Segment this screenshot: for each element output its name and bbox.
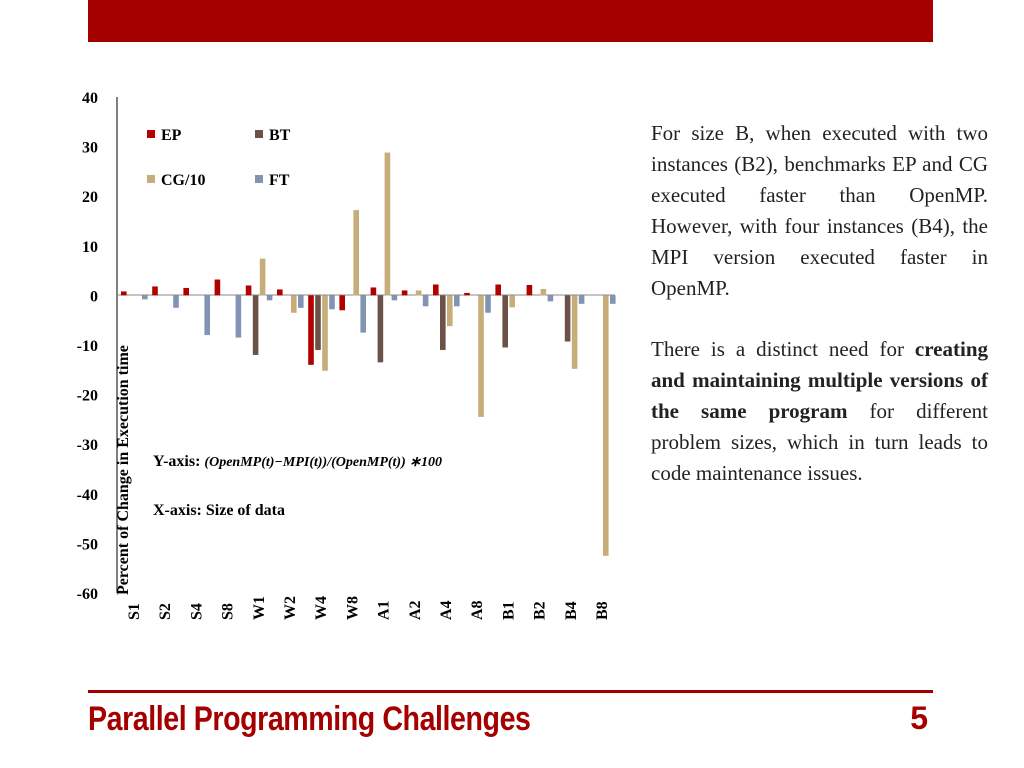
bar-bt-w1 (253, 295, 259, 355)
bar-cg10-w4 (322, 295, 328, 370)
bar-ft-w4 (329, 295, 335, 309)
bar-ft-s2 (173, 295, 179, 307)
bar-bt-b1 (502, 295, 508, 347)
bar-ep-w2 (277, 289, 283, 295)
bar-ft-a1 (392, 295, 398, 300)
bar-ft-b8 (610, 295, 616, 303)
bar-cg10-b4 (572, 295, 578, 368)
y-tick-label: 30 (82, 139, 98, 157)
legend-swatch (255, 175, 263, 183)
bar-ep-b1 (495, 284, 501, 295)
x-category-label: S8 (219, 603, 237, 620)
y-tick-label: 20 (82, 189, 98, 207)
legend (147, 127, 291, 189)
bar-ft-w2 (298, 295, 304, 307)
footer-rule (88, 690, 933, 693)
y-tick-label: 40 (82, 90, 98, 107)
y-axis-title: Percent of Change in Execution time (115, 345, 132, 595)
bar-ep-a4 (433, 284, 439, 295)
y-tick-label: -50 (76, 536, 98, 554)
y-tick-label: -40 (76, 486, 98, 504)
bar-ft-a8 (485, 295, 491, 312)
y-axis-note: Y-axis: (OpenMP(t)−MPI(t))/(OpenMP(t)) ∗100 (153, 453, 442, 470)
x-category-label: W4 (313, 596, 331, 620)
legend-label: CG/10 (161, 172, 206, 189)
legend-swatch (255, 130, 263, 138)
bar-ft-s4 (204, 295, 210, 335)
bar-cg10-a8 (478, 295, 484, 417)
y-tick-label: 0 (90, 288, 98, 306)
bar-ep-s4 (183, 288, 189, 295)
bar-ep-s8 (215, 280, 221, 296)
x-category-label: S1 (126, 603, 143, 620)
bar-ep-a8 (464, 293, 470, 295)
bar-ft-a4 (454, 295, 460, 306)
legend-swatch (147, 175, 155, 183)
x-category-label: B8 (594, 601, 611, 620)
bar-cg10-a1 (385, 153, 391, 296)
x-category-label: A4 (438, 600, 455, 620)
bar-cg10-b2 (541, 289, 547, 295)
legend-label: EP (161, 127, 182, 144)
legend-label: FT (269, 172, 290, 189)
bar-bt-a1 (378, 295, 384, 362)
x-category-label: B1 (500, 601, 518, 620)
bar-ep-b2 (527, 285, 533, 295)
bar-ft-s1 (142, 295, 148, 299)
bar-bt-a4 (440, 295, 446, 350)
x-category-label: B4 (562, 601, 580, 620)
bar-cg10-w1 (260, 259, 266, 296)
y-tick-label: -30 (76, 437, 98, 455)
bar-ft-w1 (267, 295, 273, 300)
x-category-label: W8 (344, 596, 362, 620)
bar-ep-w1 (246, 285, 252, 295)
x-category-label: S4 (188, 603, 206, 620)
bar-ft-s8 (236, 295, 242, 337)
paragraph-2: There is a distinct need for creating and maintaining multiple versions of the same program for different problem sizes, which in turn leads to code maintenance issues. (651, 337, 988, 485)
x-category-label: A1 (375, 600, 393, 620)
y-tick-label: 10 (82, 238, 98, 256)
bar-chart (60, 80, 630, 640)
bar-ep-s1 (121, 291, 127, 295)
bar-ft-a2 (423, 295, 429, 306)
bar-ft-w8 (360, 295, 366, 332)
bar-ep-s2 (152, 286, 158, 295)
bar-cg10-a2 (416, 290, 422, 295)
legend-swatch (147, 130, 155, 138)
bar-ep-a2 (402, 290, 408, 295)
x-category-label: W1 (250, 596, 268, 620)
bar-ep-w8 (339, 295, 345, 310)
x-category-label: A2 (406, 600, 424, 620)
bar-cg10-w2 (291, 295, 297, 312)
bar-ep-w4 (308, 295, 314, 364)
bar-ft-b2 (548, 295, 554, 301)
bar-cg10-w8 (353, 210, 359, 295)
bar-cg10-a4 (447, 295, 453, 326)
bar-bt-w4 (315, 295, 321, 350)
bar-ep-a1 (371, 287, 377, 295)
y-tick-label: -10 (76, 338, 98, 355)
slide-title: Parallel Programming Challenges (88, 700, 531, 738)
y-tick-label: -20 (76, 387, 98, 405)
top-accent-bar (88, 0, 933, 42)
x-axis-note: X-axis: Size of data (153, 502, 285, 519)
x-category-label: B2 (531, 601, 549, 620)
x-category-label: S2 (157, 603, 175, 620)
x-category-label: W2 (282, 596, 299, 620)
y-tick-label: -60 (76, 586, 98, 603)
bar-bt-b4 (565, 295, 571, 341)
paragraph-1: For size B, when executed with two instances (B2), benchmarks EP and CG executed faster than OpenMP. However, with four instances (B4), the MPI version executed faster in OpenMP. (651, 121, 988, 300)
x-category-label: A8 (469, 600, 487, 620)
bar-cg10-b8 (603, 295, 609, 555)
bar-ft-b4 (579, 295, 585, 303)
page-number: 5 (910, 700, 928, 736)
legend-label: BT (269, 127, 291, 144)
bar-cg10-b1 (509, 295, 515, 307)
body-text (651, 118, 988, 519)
emphasis-text: creating and maintaining multiple versions of the same program (651, 337, 988, 423)
